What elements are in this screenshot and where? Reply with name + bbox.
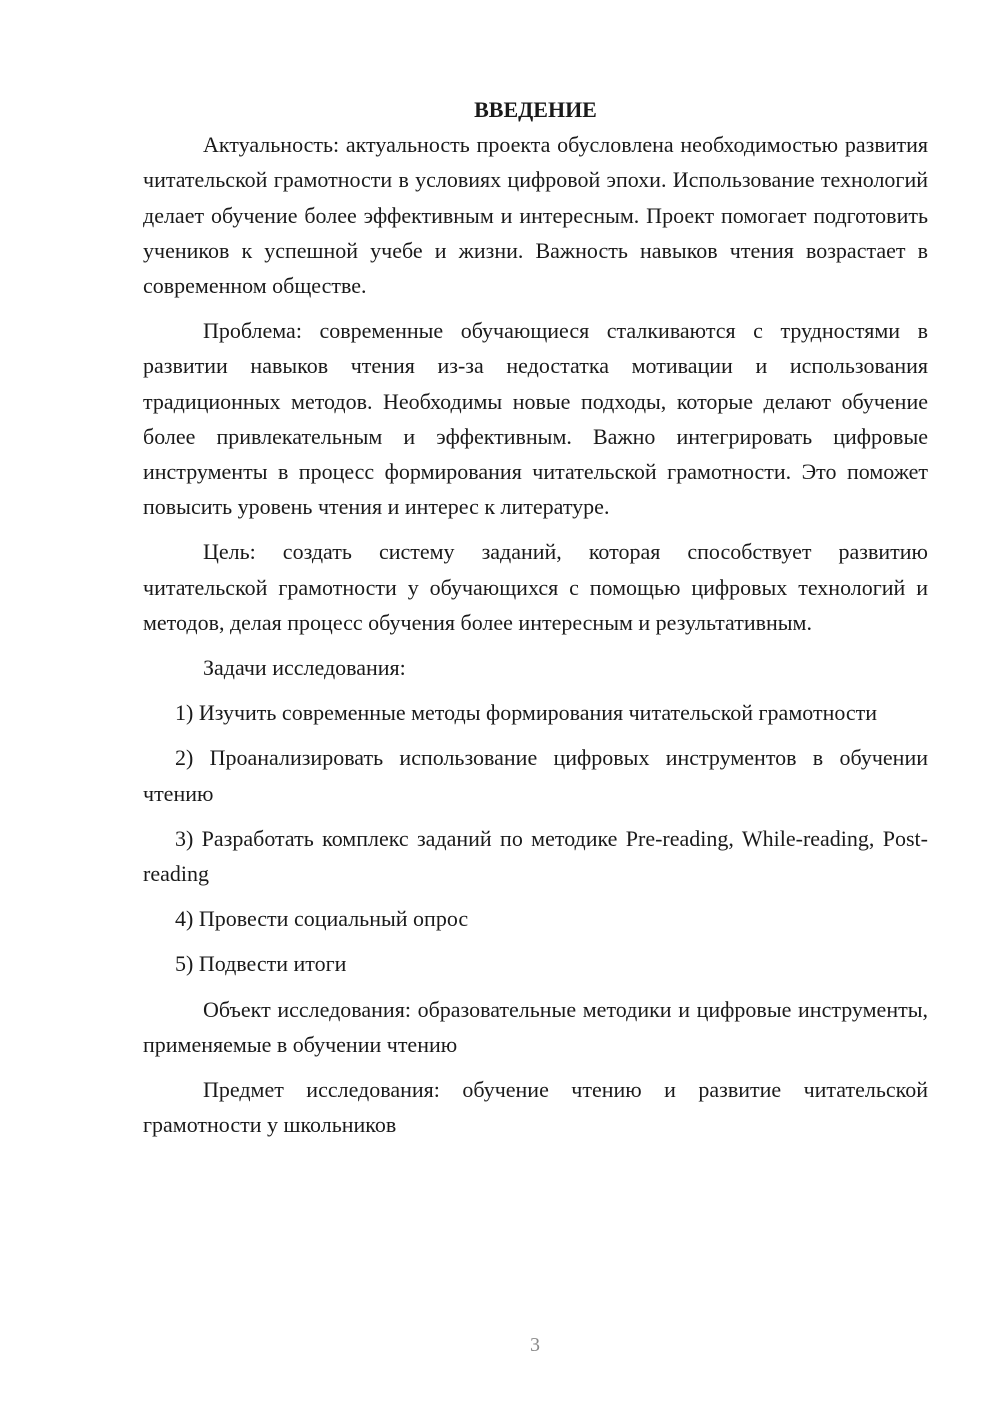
paragraph-goal: Цель: создать систему заданий, которая способствует развитию читательской грамотности у обучающихся с помощью цифровых технологий и методов, делая процесс обучения более интересным и результативным. bbox=[143, 539, 928, 635]
tasks-heading: Задачи исследования: bbox=[203, 655, 406, 681]
paragraph-problem: Проблема: современные обучающиеся сталкиваются с трудностями в развитии навыков чтения из-за недостатка мотивации и использования традиционных методов. Необходимы новые подходы, которые делают обучение более привлекательным и эффективным. Важно интегрировать цифровые инструменты в процесс формирования читательской грамотности. Это поможет повысить уровень чтения и интерес к литературе. bbox=[143, 318, 928, 520]
task-item-1: 1) Изучить современные методы формирования читательской грамотности bbox=[175, 700, 878, 726]
task-item-2: 2) Проанализировать использование цифровых инструментов в обучении чтению bbox=[143, 745, 928, 806]
paragraph-object: Объект исследования: образовательные методики и цифровые инструменты, применяемые в обучении чтению bbox=[143, 996, 928, 1057]
page-content bbox=[143, 92, 928, 1152]
page-title: ВВЕДЕНИЕ bbox=[474, 97, 597, 122]
paragraph-subject: Предмет исследования: обучение чтению и развитие читательской грамотности у школьников bbox=[143, 1077, 928, 1138]
task-item-5: 5) Подвести итоги bbox=[175, 951, 347, 977]
task-item-4: 4) Провести социальный опрос bbox=[175, 906, 469, 932]
task-item-3: 3) Разработать комплекс заданий по методике Pre-reading, While-reading, Post-reading bbox=[143, 825, 928, 887]
paragraph-actuality: Актуальность: актуальность проекта обусловлена необходимостью развития читательской грамотности в условиях цифровой эпохи. Использование технологий делает обучение более эффективным и интересным. Проект помогает подготовить учеников к успешной учебе и жизни. Важность навыков чтения возрастает в современном обществе. bbox=[143, 132, 928, 299]
page-number: 3 bbox=[530, 1334, 540, 1356]
